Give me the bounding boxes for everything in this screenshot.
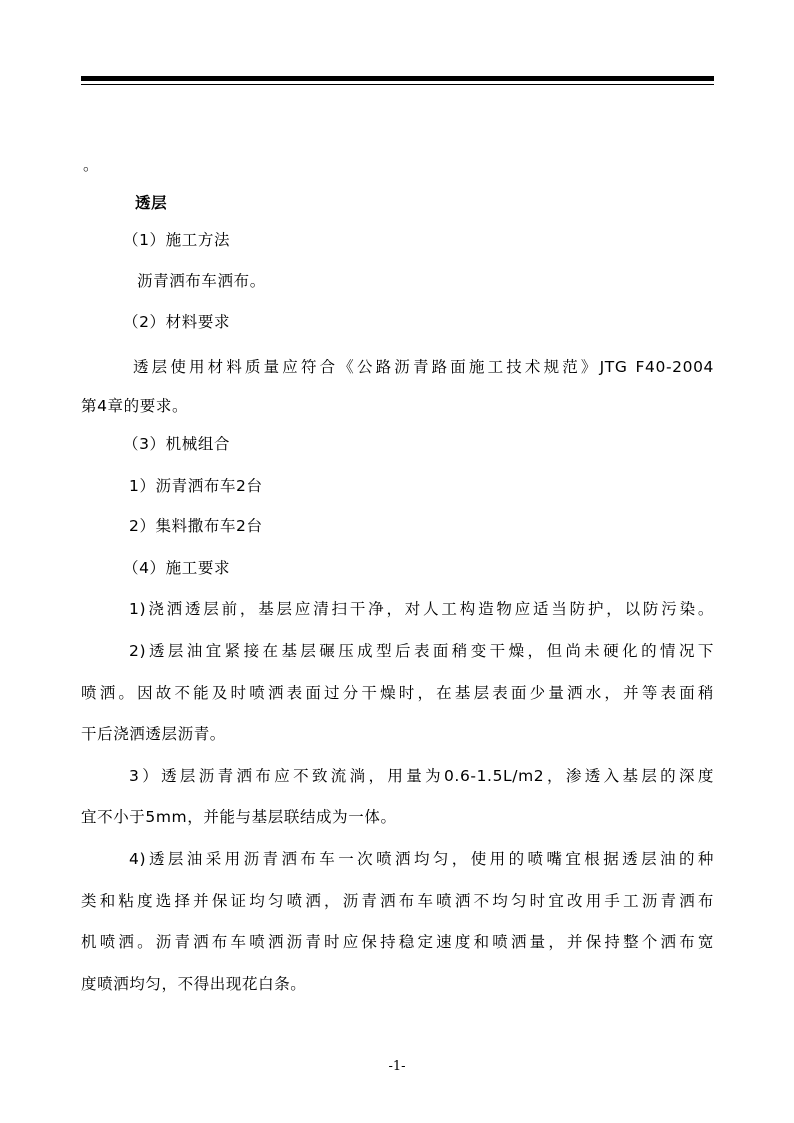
list-item: 1）沥青洒布车2台 <box>129 477 263 495</box>
body-line: 3）透层沥青洒布应不致流淌，用量为0.6-1.5L/m2，渗透入基层的深度 <box>129 767 714 785</box>
page-number: -1- <box>388 1059 406 1074</box>
body-line: 透层使用材料质量应符合《公路沥青路面施工技术规范》JTG F40-2004 <box>133 358 714 376</box>
body-line: 。 <box>83 156 100 174</box>
body-line: 干后浇洒透层沥青。 <box>81 725 226 743</box>
subsection-heading: （2）材料要求 <box>123 313 231 331</box>
header-rule-thick <box>81 76 714 81</box>
subsection-heading: （4）施工要求 <box>123 559 231 577</box>
body-line: 类和粘度选择并保证均匀喷洒，沥青洒布车喷洒不均匀时宜改用手工沥青洒布 <box>81 892 714 910</box>
section-heading: 透层 <box>135 194 168 212</box>
body-line: 2)透层油宜紧接在基层碾压成型后表面稍变干燥，但尚未硬化的情况下 <box>129 642 714 660</box>
subsection-heading: （3）机械组合 <box>123 435 231 453</box>
body-line: 喷洒。因故不能及时喷洒表面过分干燥时，在基层表面少量洒水，并等表面稍 <box>81 684 714 702</box>
body-line: 沥青洒布车洒布。 <box>137 272 266 290</box>
body-line: 1)浇洒透层前，基层应清扫干净，对人工构造物应适当防护，以防污染。 <box>129 600 714 618</box>
subsection-heading: （1）施工方法 <box>123 231 231 249</box>
body-line: 机喷洒。沥青洒布车喷洒沥青时应保持稳定速度和喷洒量，并保持整个洒布宽 <box>81 933 714 951</box>
body-line: 第4章的要求。 <box>81 397 189 415</box>
body-line: 度喷洒均匀，不得出现花白条。 <box>81 975 307 993</box>
list-item: 2）集料撒布车2台 <box>129 517 263 535</box>
header-rule-thin <box>81 84 714 85</box>
body-line: 4)透层油采用沥青洒布车一次喷洒均匀，使用的喷嘴宜根据透层油的种 <box>129 850 714 868</box>
body-line: 宜不小于5mm，并能与基层联结成为一体。 <box>81 808 397 826</box>
